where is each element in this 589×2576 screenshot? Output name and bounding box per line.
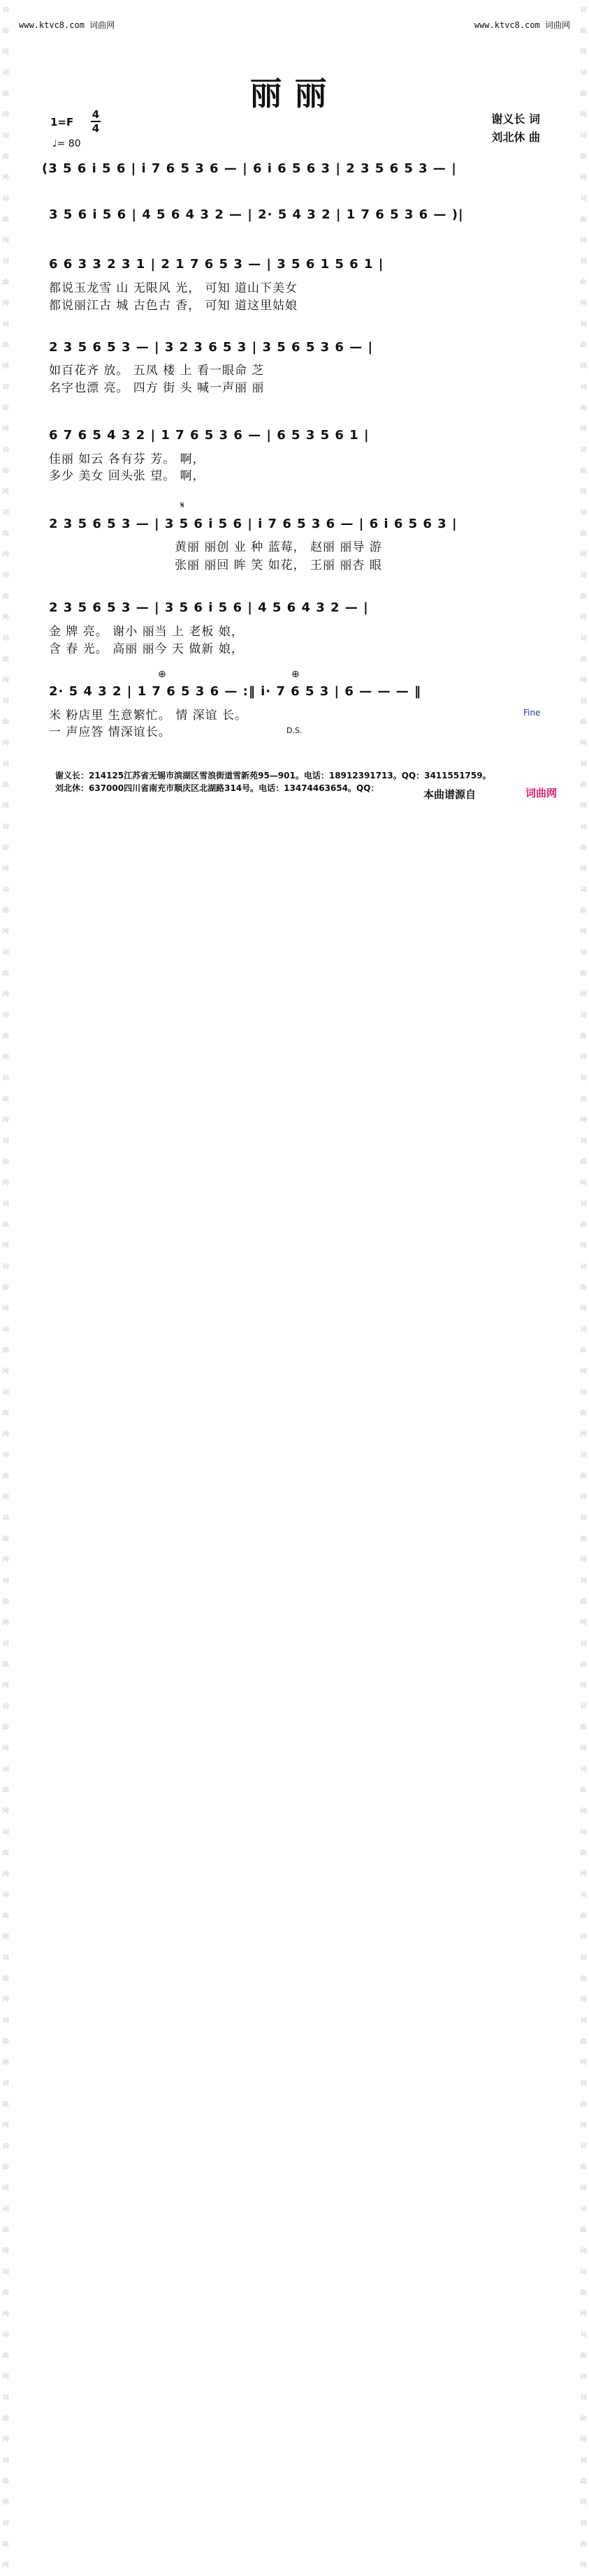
notation-row-8: 2· 5 4 3 2 | 1 7 6 5 3 6 — :‖ i· 7 6 5 3 | 6 — — — ‖ xyxy=(49,684,421,699)
site-logo[interactable]: 词曲网 xyxy=(525,787,558,799)
edge-watermark: 词曲网 xyxy=(2,1641,9,1689)
edge-watermark: 词曲网 xyxy=(580,384,587,433)
lyric-row-4-verse-2: 名字也漂 亮。 四方 街 头 喊一声丽 丽 xyxy=(49,381,265,395)
lyric-row-7-verse-2: 含 春 光。 高丽 丽今 天 做新 娘， xyxy=(49,642,244,656)
edge-watermark: 词曲网 xyxy=(580,2080,587,2129)
edge-watermark: 词曲网 xyxy=(580,1452,587,1501)
lyric-row-4-verse-1: 如百花齐 放。 五凤 楼 上 看一眼命 芝 xyxy=(49,364,265,378)
edge-watermark: 词曲网 xyxy=(2,2394,9,2443)
edge-watermark: 词曲网 xyxy=(2,2206,9,2255)
lyricist-contact: 谢义长：214125江苏省无锡市滨湖区雪浪街道雪新苑95—901。电话：18912391713。QQ：3411551759。 xyxy=(55,771,491,780)
edge-watermark: 词曲网 xyxy=(2,2269,9,2318)
lyric-row-5-verse-2: 多少 美女 回头张 望。 啊， xyxy=(49,469,205,483)
edge-watermark: 词曲网 xyxy=(2,7,9,56)
edge-watermark: 词曲网 xyxy=(2,1892,9,1941)
edge-watermark: 词曲网 xyxy=(580,1955,587,2004)
song-title: 丽丽 xyxy=(249,75,340,112)
edge-watermark: 词曲网 xyxy=(2,1012,9,1061)
edge-watermark: 词曲网 xyxy=(580,447,587,496)
edge-watermark: 词曲网 xyxy=(2,195,9,244)
edge-watermark: 词曲网 xyxy=(580,1578,587,1627)
edge-watermark: 词曲网 xyxy=(580,1641,587,1689)
edge-watermark: 词曲网 xyxy=(2,510,9,558)
key-signature: 1=F xyxy=(50,116,74,128)
notation-row-5: 6 7 6 5 4 3 2 | 1 7 6 5 3 6 — | 6 5 3 5 6 1 | xyxy=(49,428,370,443)
edge-watermark: 词曲网 xyxy=(580,1326,587,1375)
edge-watermark: 词曲网 xyxy=(2,321,9,370)
coda-mark-1: ⊕ xyxy=(158,669,166,680)
composer-credit: 刘北休 曲 xyxy=(491,131,540,144)
edge-watermark: 词曲网 xyxy=(580,761,587,810)
edge-watermark: 词曲网 xyxy=(2,572,9,621)
edge-watermark: 词曲网 xyxy=(580,1264,587,1312)
edge-watermark: 词曲网 xyxy=(580,2332,587,2381)
notation-row-7: 2 3 5 6 5 3 — | 3 5 6 i 5 6 | 4 5 6 4 3 2 — | xyxy=(49,600,369,615)
lyric-row-3-verse-1: 都说玉龙雪 山 无限风 光， 可知 道山下美女 xyxy=(49,281,298,295)
edge-watermark: 词曲网 xyxy=(2,949,9,998)
edge-watermark: 词曲网 xyxy=(2,1766,9,1815)
edge-watermark: 词曲网 xyxy=(580,1012,587,1061)
source-label: 本曲谱源自 xyxy=(423,788,477,801)
edge-watermark: 词曲网 xyxy=(580,2269,587,2318)
lyricist-credit: 谢义长 词 xyxy=(491,112,540,126)
edge-watermark: 词曲网 xyxy=(2,1075,9,1124)
edge-watermark: 词曲网 xyxy=(2,384,9,433)
edge-watermark: 词曲网 xyxy=(2,258,9,307)
edge-watermark: 词曲网 xyxy=(2,698,9,747)
edge-watermark: 词曲网 xyxy=(2,70,9,119)
edge-watermark: 词曲网 xyxy=(580,195,587,244)
edge-watermark: 词曲网 xyxy=(580,2143,587,2192)
edge-watermark: 词曲网 xyxy=(580,2457,587,2506)
site-link-left[interactable]: www.ktvc8.com 词曲网 xyxy=(19,20,115,30)
edge-watermark: 词曲网 xyxy=(2,1389,9,1438)
right-watermark-strip xyxy=(578,0,589,2569)
notation-row-1: (3 5 6 i 5 6 | i 7 6 5 3 6 — | 6 i 6 5 6 3 | 2 3 5 6 5 3 — | xyxy=(42,161,457,176)
edge-watermark: 词曲网 xyxy=(2,447,9,496)
notation-row-4: 2 3 5 6 5 3 — | 3 2 3 6 5 3 | 3 5 6 5 3 6 — | xyxy=(49,340,374,355)
edge-watermark: 词曲网 xyxy=(580,70,587,119)
composer-contact: 刘北休：637000四川省南充市顺庆区北湖路314号。电话：13474463654。QQ： xyxy=(55,783,379,793)
edge-watermark: 词曲网 xyxy=(580,2394,587,2443)
notation-row-3: 6 6 3 3 2 3 1 | 2 1 7 6 5 3 — | 3 5 6 1 5 6 1 | xyxy=(49,257,384,272)
edge-watermark: 词曲网 xyxy=(580,698,587,747)
edge-watermark: 词曲网 xyxy=(580,1201,587,1250)
lyric-row-3-verse-2: 都说丽江古 城 古色古 香， 可知 道这里姑娘 xyxy=(49,299,298,313)
meter-bottom: 4 xyxy=(92,122,100,135)
edge-watermark: 词曲网 xyxy=(2,1515,9,1564)
fine-mark: Fine xyxy=(523,708,541,718)
coda-mark-2: ⊕ xyxy=(291,669,300,680)
edge-watermark: 词曲网 xyxy=(580,1075,587,1124)
edge-watermark: 词曲网 xyxy=(580,7,587,56)
edge-watermark: 词曲网 xyxy=(2,133,9,182)
edge-watermark: 词曲网 xyxy=(580,1829,587,1878)
edge-watermark: 词曲网 xyxy=(580,321,587,370)
edge-watermark: 词曲网 xyxy=(2,1326,9,1375)
lyric-row-6-verse-2: 张丽 丽回 眸 笑 如花， 王丽 丽杏 眼 xyxy=(175,558,382,572)
notation-row-6: 2 3 5 6 5 3 — | 3 5 6 i 5 6 | i 7 6 5 3 6 — | 6 i 6 5 6 3 | xyxy=(49,517,458,531)
edge-watermark: 词曲网 xyxy=(2,635,9,684)
edge-watermark: 词曲网 xyxy=(580,1138,587,1187)
edge-watermark: 词曲网 xyxy=(580,510,587,558)
edge-watermark: 词曲网 xyxy=(2,1452,9,1501)
edge-watermark: 词曲网 xyxy=(580,1515,587,1564)
lyric-row-5-verse-1: 佳丽 如云 各有芬 芳。 啊， xyxy=(49,452,205,466)
edge-watermark: 词曲网 xyxy=(2,1955,9,2004)
edge-watermark: 词曲网 xyxy=(2,1138,9,1187)
edge-watermark: 词曲网 xyxy=(580,1703,587,1752)
edge-watermark: 词曲网 xyxy=(2,2080,9,2129)
edge-watermark: 词曲网 xyxy=(2,824,9,873)
meter-top: 4 xyxy=(92,108,100,121)
edge-watermark: 词曲网 xyxy=(580,887,587,935)
edge-watermark: 词曲网 xyxy=(580,1389,587,1438)
edge-watermark: 词曲网 xyxy=(2,2457,9,2506)
edge-watermark: 词曲网 xyxy=(2,1703,9,1752)
lyric-row-8-verse-2: 一 声应答 情深谊长。 xyxy=(49,725,171,739)
left-watermark-strip xyxy=(0,0,11,2569)
edge-watermark: 词曲网 xyxy=(580,258,587,307)
time-signature xyxy=(91,109,101,134)
edge-watermark: 词曲网 xyxy=(580,572,587,621)
lyric-row-7-verse-1: 金 牌 亮。 谢小 丽当 上 老板 娘， xyxy=(49,625,244,639)
edge-watermark: 词曲网 xyxy=(2,761,9,810)
edge-watermark: 词曲网 xyxy=(580,2018,587,2066)
notation-row-2: 3 5 6 i 5 6 | 4 5 6 4 3 2 — | 2· 5 4 3 2 | 1 7 6 5 3 6 — )| xyxy=(49,207,464,222)
edge-watermark: 词曲网 xyxy=(580,824,587,873)
edge-watermark: 词曲网 xyxy=(580,949,587,998)
edge-watermark: 词曲网 xyxy=(2,1829,9,1878)
edge-watermark: 词曲网 xyxy=(2,2143,9,2192)
edge-watermark: 词曲网 xyxy=(2,2520,9,2569)
site-link-right[interactable]: www.ktvc8.com 词曲网 xyxy=(474,20,570,30)
segno-mark: 𝄋 xyxy=(180,500,185,511)
edge-watermark: 词曲网 xyxy=(2,1264,9,1312)
edge-watermark: 词曲网 xyxy=(580,2520,587,2569)
edge-watermark: 词曲网 xyxy=(2,1578,9,1627)
edge-watermark: 词曲网 xyxy=(2,2018,9,2066)
edge-watermark: 词曲网 xyxy=(580,1766,587,1815)
edge-watermark: 词曲网 xyxy=(580,133,587,182)
edge-watermark: 词曲网 xyxy=(580,2206,587,2255)
edge-watermark: 词曲网 xyxy=(2,2332,9,2381)
edge-watermark: 词曲网 xyxy=(2,887,9,935)
lyric-row-6-verse-1: 黄丽 丽创 业 种 蓝莓， 赵丽 丽导 游 xyxy=(175,540,382,554)
lyric-row-8-verse-1: 米 粉店里 生意繁忙。 情 深谊 长。 xyxy=(49,709,248,723)
edge-watermark: 词曲网 xyxy=(580,1892,587,1941)
dal-segno-mark: D.S. xyxy=(286,726,303,735)
edge-watermark: 词曲网 xyxy=(580,635,587,684)
tempo-marking: ♩= 80 xyxy=(52,138,81,149)
edge-watermark: 词曲网 xyxy=(2,1201,9,1250)
